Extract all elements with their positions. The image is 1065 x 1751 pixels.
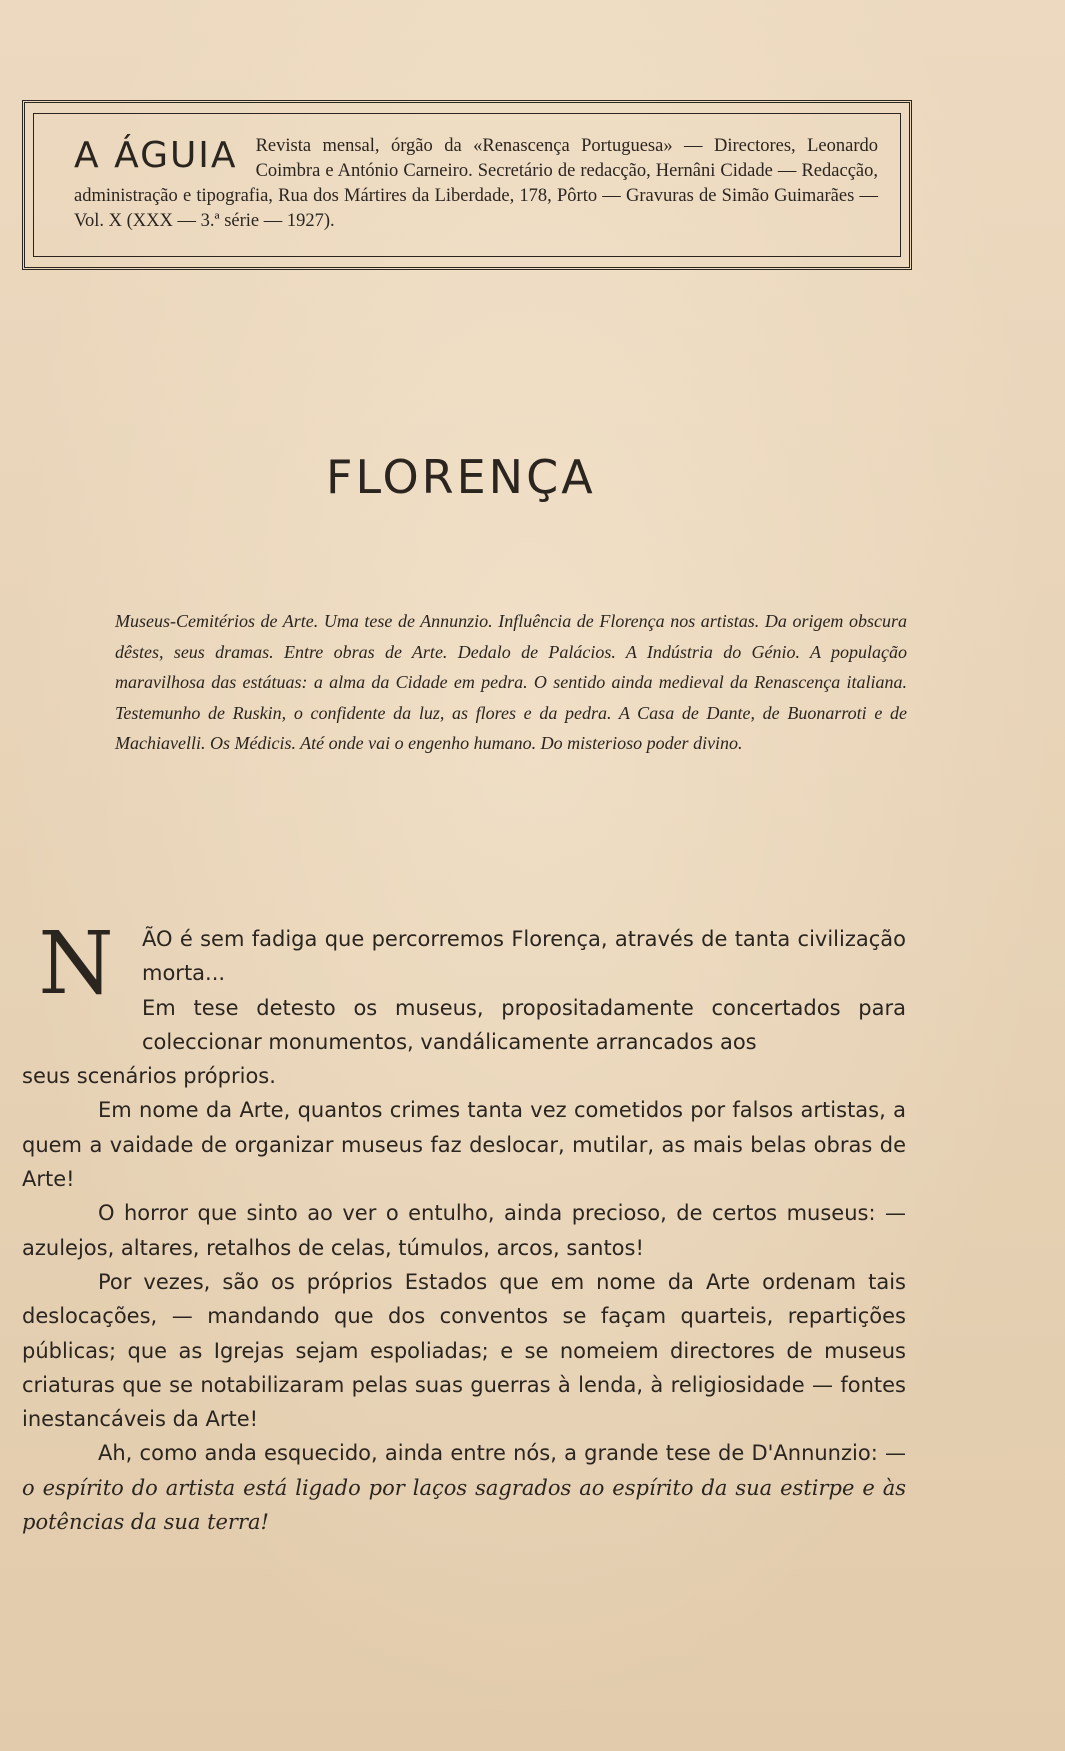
paragraph-1: ÃO é sem fadiga que percorremos Florença, através de tanta civilização morta...	[142, 927, 906, 986]
paragraph-6-text: Ah, como anda esquecido, ainda entre nós, a grande tese de D'Annunzio: —	[98, 1441, 906, 1466]
paragraph-2b: seus scenários próprios.	[22, 1064, 276, 1089]
paragraph-4: O horror que sinto ao ver o entulho, ainda precioso, de certos museus: — azulejos, altares, retalhos de celas, túmulos, arcos, santos!	[22, 1201, 906, 1260]
paragraph-5: Por vezes, são os próprios Estados que em nome da Arte ordenam tais deslocações, — mandando que dos conventos se façam quarteis, repartições públicas; que as Igrejas sejam espoliadas; e se nomeiem directores de museus criaturas que se notabilizaram pelas suas guerras à lenda, à religiosidade — fontes inestancáveis da Arte!	[22, 1269, 906, 1432]
magazine-title: A ÁGUIA	[74, 135, 238, 176]
paragraph-2a: Em tese detesto os museus, propositadamente concertados para coleccionar monumentos, vandálicamente arrancados aos	[142, 995, 906, 1054]
masthead-inner-frame	[33, 113, 901, 257]
article-summary: Museus-Cemitérios de Arte. Uma tese de Annunzio. Influência de Florença nos artistas. Da origem obscura dêstes, seus dramas. Entre obras de Arte. Dedalo de Palácios. A Indústria do Génio. A população maravilhosa das estátuas: a alma da Cidade em pedra. O sentido ainda medieval da Renascença italiana. Testemunho de Ruskin, o confidente da luz, as flores e da pedra. A Casa de Dante, de Buonarroti e de Machiavelli. Os Médicis. Até onde vai o engenho humano. Do misterioso poder divino.	[115, 611, 907, 753]
paragraph-6	[22, 1436, 906, 1539]
article-title: FLORENÇA	[326, 450, 596, 504]
masthead-box	[22, 100, 912, 270]
article-body	[22, 914, 906, 1539]
paragraph-6-quote: o espírito do artista está ligado por laços sagrados ao espírito da sua estirpe e às potências da sua terra!	[22, 1475, 906, 1535]
masthead-text: Revista mensal, órgão da «Renascença Portuguesa» — Directores, Leonardo Coimbra e António Carneiro. Secretário de redacção, Hernâni Cidade — Redacção, administração e tipografia, Rua dos Mártires da Liberdade, 178, Pôrto — Gravuras de Simão Guimarães — Vol. X (XXX — 3.ª série — 1927).	[74, 136, 878, 231]
paragraph-3: Em nome da Arte, quantos crimes tanta vez cometidos por falsos artistas, a quem a vaidade de organizar museus faz deslocar, mutilar, as mais belas obras de Arte!	[22, 1098, 906, 1192]
drop-cap: N	[38, 914, 114, 1014]
